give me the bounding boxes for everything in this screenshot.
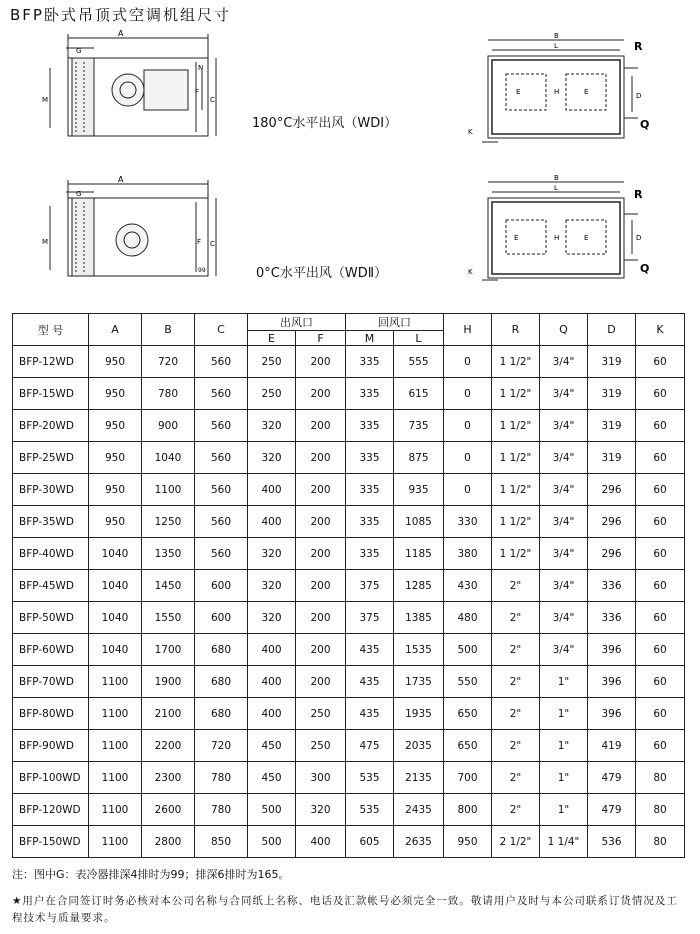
cell-K: 60 — [636, 602, 685, 634]
cell-H: 650 — [444, 730, 492, 762]
dim-E1: E — [516, 88, 521, 96]
cell-Q: 3/4" — [540, 570, 588, 602]
cell-B: 2200 — [142, 730, 195, 762]
cell-model: BFP-150WD — [13, 826, 89, 858]
cell-K: 60 — [636, 378, 685, 410]
top-view-diagram-1 — [462, 28, 672, 150]
table-row — [13, 794, 685, 826]
cell-L: 875 — [394, 442, 444, 474]
cell-Q: 3/4" — [540, 602, 588, 634]
cell-Q: 3/4" — [540, 474, 588, 506]
cell-D: 419 — [588, 730, 636, 762]
header-model: 型 号 — [13, 314, 89, 346]
cell-B: 2800 — [142, 826, 195, 858]
cell-H: 480 — [444, 602, 492, 634]
cell-F: 200 — [296, 538, 346, 570]
table-body — [13, 346, 685, 858]
cell-F: 200 — [296, 666, 346, 698]
dim-C: C — [210, 96, 215, 104]
cell-A: 950 — [89, 474, 142, 506]
cell-K: 60 — [636, 634, 685, 666]
header-R: R — [492, 314, 540, 346]
cell-H: 380 — [444, 538, 492, 570]
cell-R: 2" — [492, 634, 540, 666]
cell-A: 1100 — [89, 762, 142, 794]
cell-model: BFP-80WD — [13, 698, 89, 730]
cell-M: 335 — [346, 474, 394, 506]
cell-C: 780 — [195, 762, 248, 794]
cell-B: 2600 — [142, 794, 195, 826]
dim-M: M — [42, 238, 49, 246]
table-row — [13, 602, 685, 634]
cell-R: 1 1/2" — [492, 506, 540, 538]
cell-A: 1040 — [89, 634, 142, 666]
cell-F: 200 — [296, 378, 346, 410]
header-A: A — [89, 314, 142, 346]
cell-K: 80 — [636, 826, 685, 858]
table-row — [13, 410, 685, 442]
cell-Q: 1" — [540, 794, 588, 826]
cell-model: BFP-70WD — [13, 666, 89, 698]
table-row — [13, 826, 685, 858]
header-L: L — [394, 331, 444, 346]
cell-C: 560 — [195, 346, 248, 378]
note-text: 注：图中G：表冷器排深4排时为99；排深6排时为165。 — [12, 868, 290, 881]
dimension-table — [12, 313, 685, 858]
cell-A: 1100 — [89, 794, 142, 826]
cell-R: 2" — [492, 794, 540, 826]
cell-A: 950 — [89, 346, 142, 378]
dim-B: B — [554, 32, 559, 40]
cell-K: 60 — [636, 506, 685, 538]
cell-model: BFP-12WD — [13, 346, 89, 378]
cell-R: 2 1/2" — [492, 826, 540, 858]
cell-M: 435 — [346, 698, 394, 730]
table-row — [13, 346, 685, 378]
table-row — [13, 666, 685, 698]
cell-D: 479 — [588, 794, 636, 826]
cell-F: 200 — [296, 506, 346, 538]
cell-L: 1935 — [394, 698, 444, 730]
cell-E: 320 — [248, 570, 296, 602]
cell-M: 335 — [346, 378, 394, 410]
cell-Q: 1" — [540, 762, 588, 794]
cell-M: 335 — [346, 346, 394, 378]
header-E: E — [248, 331, 296, 346]
cell-C: 560 — [195, 410, 248, 442]
cell-R: 2" — [492, 762, 540, 794]
cell-D: 396 — [588, 666, 636, 698]
table-row — [13, 442, 685, 474]
cell-model: BFP-45WD — [13, 570, 89, 602]
cell-A: 950 — [89, 442, 142, 474]
cell-B: 2100 — [142, 698, 195, 730]
cell-Q: 1" — [540, 666, 588, 698]
cell-model: BFP-90WD — [13, 730, 89, 762]
cell-K: 60 — [636, 346, 685, 378]
cell-L: 1535 — [394, 634, 444, 666]
cell-M: 335 — [346, 506, 394, 538]
dim-G: G — [76, 47, 82, 55]
cell-K: 60 — [636, 410, 685, 442]
cell-D: 479 — [588, 762, 636, 794]
dim-N: N — [198, 64, 204, 72]
cell-E: 450 — [248, 762, 296, 794]
cell-R: 1 1/2" — [492, 474, 540, 506]
cell-H: 550 — [444, 666, 492, 698]
cell-M: 375 — [346, 570, 394, 602]
header-H: H — [444, 314, 492, 346]
cell-B: 1700 — [142, 634, 195, 666]
cell-R: 2" — [492, 570, 540, 602]
cell-A: 1100 — [89, 730, 142, 762]
cell-F: 200 — [296, 474, 346, 506]
dim-C: C — [210, 240, 215, 248]
dim-Q: Q — [640, 262, 650, 275]
cell-R: 2" — [492, 698, 540, 730]
dim-L: L — [554, 42, 558, 50]
cell-model: BFP-50WD — [13, 602, 89, 634]
cell-R: 2" — [492, 602, 540, 634]
cell-H: 0 — [444, 378, 492, 410]
cell-K: 60 — [636, 538, 685, 570]
cell-R: 1 1/2" — [492, 538, 540, 570]
cell-model: BFP-15WD — [13, 378, 89, 410]
cell-Q: 3/4" — [540, 378, 588, 410]
cell-F: 250 — [296, 698, 346, 730]
cell-D: 296 — [588, 506, 636, 538]
cell-E: 320 — [248, 602, 296, 634]
cell-F: 200 — [296, 602, 346, 634]
cell-H: 700 — [444, 762, 492, 794]
side-view-diagram-2 — [40, 176, 220, 286]
dim-H: H — [554, 88, 560, 96]
cell-E: 400 — [248, 666, 296, 698]
cell-model: BFP-120WD — [13, 794, 89, 826]
cell-M: 535 — [346, 762, 394, 794]
cell-K: 60 — [636, 474, 685, 506]
cell-C: 560 — [195, 442, 248, 474]
cell-R: 1 1/2" — [492, 410, 540, 442]
cell-K: 60 — [636, 570, 685, 602]
cell-F: 200 — [296, 570, 346, 602]
cell-model: BFP-20WD — [13, 410, 89, 442]
cell-Q: 3/4" — [540, 634, 588, 666]
header-C: C — [195, 314, 248, 346]
cell-L: 2435 — [394, 794, 444, 826]
notice-text: ★用户在合同签订时务必核对本公司名称与合同纸上名称、电话及汇款帐号必须完全一致。敬请用户及时与本公司联系订货情况及工程技术与质量要求。 — [12, 895, 678, 924]
cell-A: 950 — [89, 410, 142, 442]
cell-A: 1040 — [89, 570, 142, 602]
cell-H: 650 — [444, 698, 492, 730]
cell-A: 1100 — [89, 698, 142, 730]
cell-E: 500 — [248, 794, 296, 826]
cell-M: 375 — [346, 602, 394, 634]
cell-B: 1900 — [142, 666, 195, 698]
cell-model: BFP-35WD — [13, 506, 89, 538]
dim-A: A — [118, 29, 124, 38]
cell-L: 2635 — [394, 826, 444, 858]
cell-F: 200 — [296, 346, 346, 378]
cell-L: 1285 — [394, 570, 444, 602]
cell-Q: 1 1/4" — [540, 826, 588, 858]
cell-A: 950 — [89, 506, 142, 538]
cell-model: BFP-25WD — [13, 442, 89, 474]
cell-D: 396 — [588, 698, 636, 730]
header-B: B — [142, 314, 195, 346]
dim-E2: E — [584, 88, 589, 96]
dim-M: M — [42, 96, 49, 104]
header-Q: Q — [540, 314, 588, 346]
cell-K: 60 — [636, 442, 685, 474]
cell-L: 555 — [394, 346, 444, 378]
dim-D: D — [636, 92, 642, 100]
cell-B: 1250 — [142, 506, 195, 538]
table-row — [13, 762, 685, 794]
cell-C: 850 — [195, 826, 248, 858]
cell-L: 1085 — [394, 506, 444, 538]
cell-Q: 1" — [540, 730, 588, 762]
dim-E2: E — [584, 234, 589, 242]
cell-E: 400 — [248, 698, 296, 730]
header-return: 回风口 — [346, 314, 444, 331]
cell-E: 450 — [248, 730, 296, 762]
cell-A: 1100 — [89, 826, 142, 858]
cell-M: 335 — [346, 538, 394, 570]
cell-L: 1385 — [394, 602, 444, 634]
cell-L: 935 — [394, 474, 444, 506]
dim-G: G — [76, 190, 82, 198]
cell-B: 1550 — [142, 602, 195, 634]
cell-C: 600 — [195, 602, 248, 634]
dim-K: K — [468, 268, 473, 276]
cell-D: 296 — [588, 538, 636, 570]
cell-Q: 1" — [540, 698, 588, 730]
cell-R: 1 1/2" — [492, 378, 540, 410]
header-D: D — [588, 314, 636, 346]
table-row — [13, 570, 685, 602]
header-M: M — [346, 331, 394, 346]
cell-M: 335 — [346, 442, 394, 474]
cell-F: 320 — [296, 794, 346, 826]
dim-R: R — [634, 40, 643, 53]
cell-E: 320 — [248, 442, 296, 474]
cell-model: BFP-30WD — [13, 474, 89, 506]
cell-B: 1040 — [142, 442, 195, 474]
cell-B: 720 — [142, 346, 195, 378]
page-title: BFP卧式吊顶式空调机组尺寸 — [10, 6, 231, 24]
cell-D: 296 — [588, 474, 636, 506]
mode-label-wd2: 0°C水平出风（WDⅡ） — [256, 266, 388, 281]
cell-F: 200 — [296, 442, 346, 474]
cell-M: 535 — [346, 794, 394, 826]
top-view-diagram-2 — [462, 174, 672, 288]
cell-K: 60 — [636, 698, 685, 730]
table-row — [13, 378, 685, 410]
cell-H: 950 — [444, 826, 492, 858]
cell-C: 600 — [195, 570, 248, 602]
cell-Q: 3/4" — [540, 506, 588, 538]
cell-E: 250 — [248, 378, 296, 410]
side-view-diagram-1 — [40, 28, 220, 150]
cell-B: 900 — [142, 410, 195, 442]
cell-Q: 3/4" — [540, 538, 588, 570]
table-row — [13, 730, 685, 762]
cell-C: 560 — [195, 538, 248, 570]
cell-B: 780 — [142, 378, 195, 410]
cell-M: 435 — [346, 666, 394, 698]
table-row — [13, 538, 685, 570]
dim-H: H — [554, 234, 560, 242]
cell-D: 336 — [588, 602, 636, 634]
cell-A: 1040 — [89, 602, 142, 634]
table-row — [13, 474, 685, 506]
cell-C: 560 — [195, 474, 248, 506]
cell-B: 1450 — [142, 570, 195, 602]
cell-F: 200 — [296, 634, 346, 666]
header-K: K — [636, 314, 685, 346]
cell-R: 1 1/2" — [492, 346, 540, 378]
cell-F: 400 — [296, 826, 346, 858]
cell-A: 1040 — [89, 538, 142, 570]
cell-D: 319 — [588, 378, 636, 410]
cell-B: 2300 — [142, 762, 195, 794]
cell-D: 536 — [588, 826, 636, 858]
cell-H: 0 — [444, 442, 492, 474]
cell-A: 950 — [89, 378, 142, 410]
cell-H: 0 — [444, 410, 492, 442]
cell-C: 780 — [195, 794, 248, 826]
dim-A: A — [118, 176, 124, 184]
cell-E: 250 — [248, 346, 296, 378]
table-row — [13, 634, 685, 666]
cell-E: 400 — [248, 506, 296, 538]
dim-K: K — [468, 128, 473, 136]
cell-H: 430 — [444, 570, 492, 602]
dim-L: L — [554, 184, 558, 192]
cell-K: 60 — [636, 666, 685, 698]
cell-L: 2135 — [394, 762, 444, 794]
cell-F: 200 — [296, 410, 346, 442]
cell-model: BFP-100WD — [13, 762, 89, 794]
cell-E: 320 — [248, 538, 296, 570]
cell-L: 735 — [394, 410, 444, 442]
cell-D: 336 — [588, 570, 636, 602]
cell-K: 80 — [636, 794, 685, 826]
cell-E: 400 — [248, 634, 296, 666]
cell-F: 250 — [296, 730, 346, 762]
cell-H: 0 — [444, 346, 492, 378]
dim-E1: E — [514, 234, 519, 242]
cell-R: 2" — [492, 666, 540, 698]
cell-R: 2" — [492, 730, 540, 762]
cell-K: 60 — [636, 730, 685, 762]
cell-B: 1350 — [142, 538, 195, 570]
cell-C: 560 — [195, 378, 248, 410]
cell-L: 1185 — [394, 538, 444, 570]
dim-R: R — [634, 188, 643, 201]
cell-Q: 3/4" — [540, 346, 588, 378]
cell-R: 1 1/2" — [492, 442, 540, 474]
cell-Q: 3/4" — [540, 442, 588, 474]
cell-M: 605 — [346, 826, 394, 858]
cell-D: 396 — [588, 634, 636, 666]
cell-model: BFP-60WD — [13, 634, 89, 666]
cell-D: 319 — [588, 410, 636, 442]
cell-L: 2035 — [394, 730, 444, 762]
header-outlet: 出风口 — [248, 314, 346, 331]
dim-99: 99 — [198, 267, 206, 274]
cell-K: 80 — [636, 762, 685, 794]
cell-M: 335 — [346, 410, 394, 442]
cell-Q: 3/4" — [540, 410, 588, 442]
dim-Q: Q — [640, 118, 650, 131]
cell-M: 475 — [346, 730, 394, 762]
cell-E: 320 — [248, 410, 296, 442]
header-F: F — [296, 331, 346, 346]
cell-L: 615 — [394, 378, 444, 410]
table-row — [13, 698, 685, 730]
cell-L: 1735 — [394, 666, 444, 698]
mode-label-wd1: 180°C水平出风（WDI） — [252, 116, 398, 131]
dim-D: D — [636, 234, 642, 242]
cell-D: 319 — [588, 442, 636, 474]
cell-M: 435 — [346, 634, 394, 666]
cell-model: BFP-40WD — [13, 538, 89, 570]
cell-D: 319 — [588, 346, 636, 378]
cell-C: 720 — [195, 730, 248, 762]
cell-H: 500 — [444, 634, 492, 666]
cell-F: 300 — [296, 762, 346, 794]
dim-B: B — [554, 174, 559, 182]
cell-H: 0 — [444, 474, 492, 506]
dim-F: F — [195, 88, 200, 96]
cell-C: 680 — [195, 634, 248, 666]
dim-F: F — [197, 238, 202, 246]
cell-H: 800 — [444, 794, 492, 826]
table-row — [13, 506, 685, 538]
cell-H: 330 — [444, 506, 492, 538]
cell-C: 680 — [195, 698, 248, 730]
cell-C: 560 — [195, 506, 248, 538]
cell-C: 680 — [195, 666, 248, 698]
cell-E: 500 — [248, 826, 296, 858]
cell-B: 1100 — [142, 474, 195, 506]
cell-A: 1100 — [89, 666, 142, 698]
cell-E: 400 — [248, 474, 296, 506]
